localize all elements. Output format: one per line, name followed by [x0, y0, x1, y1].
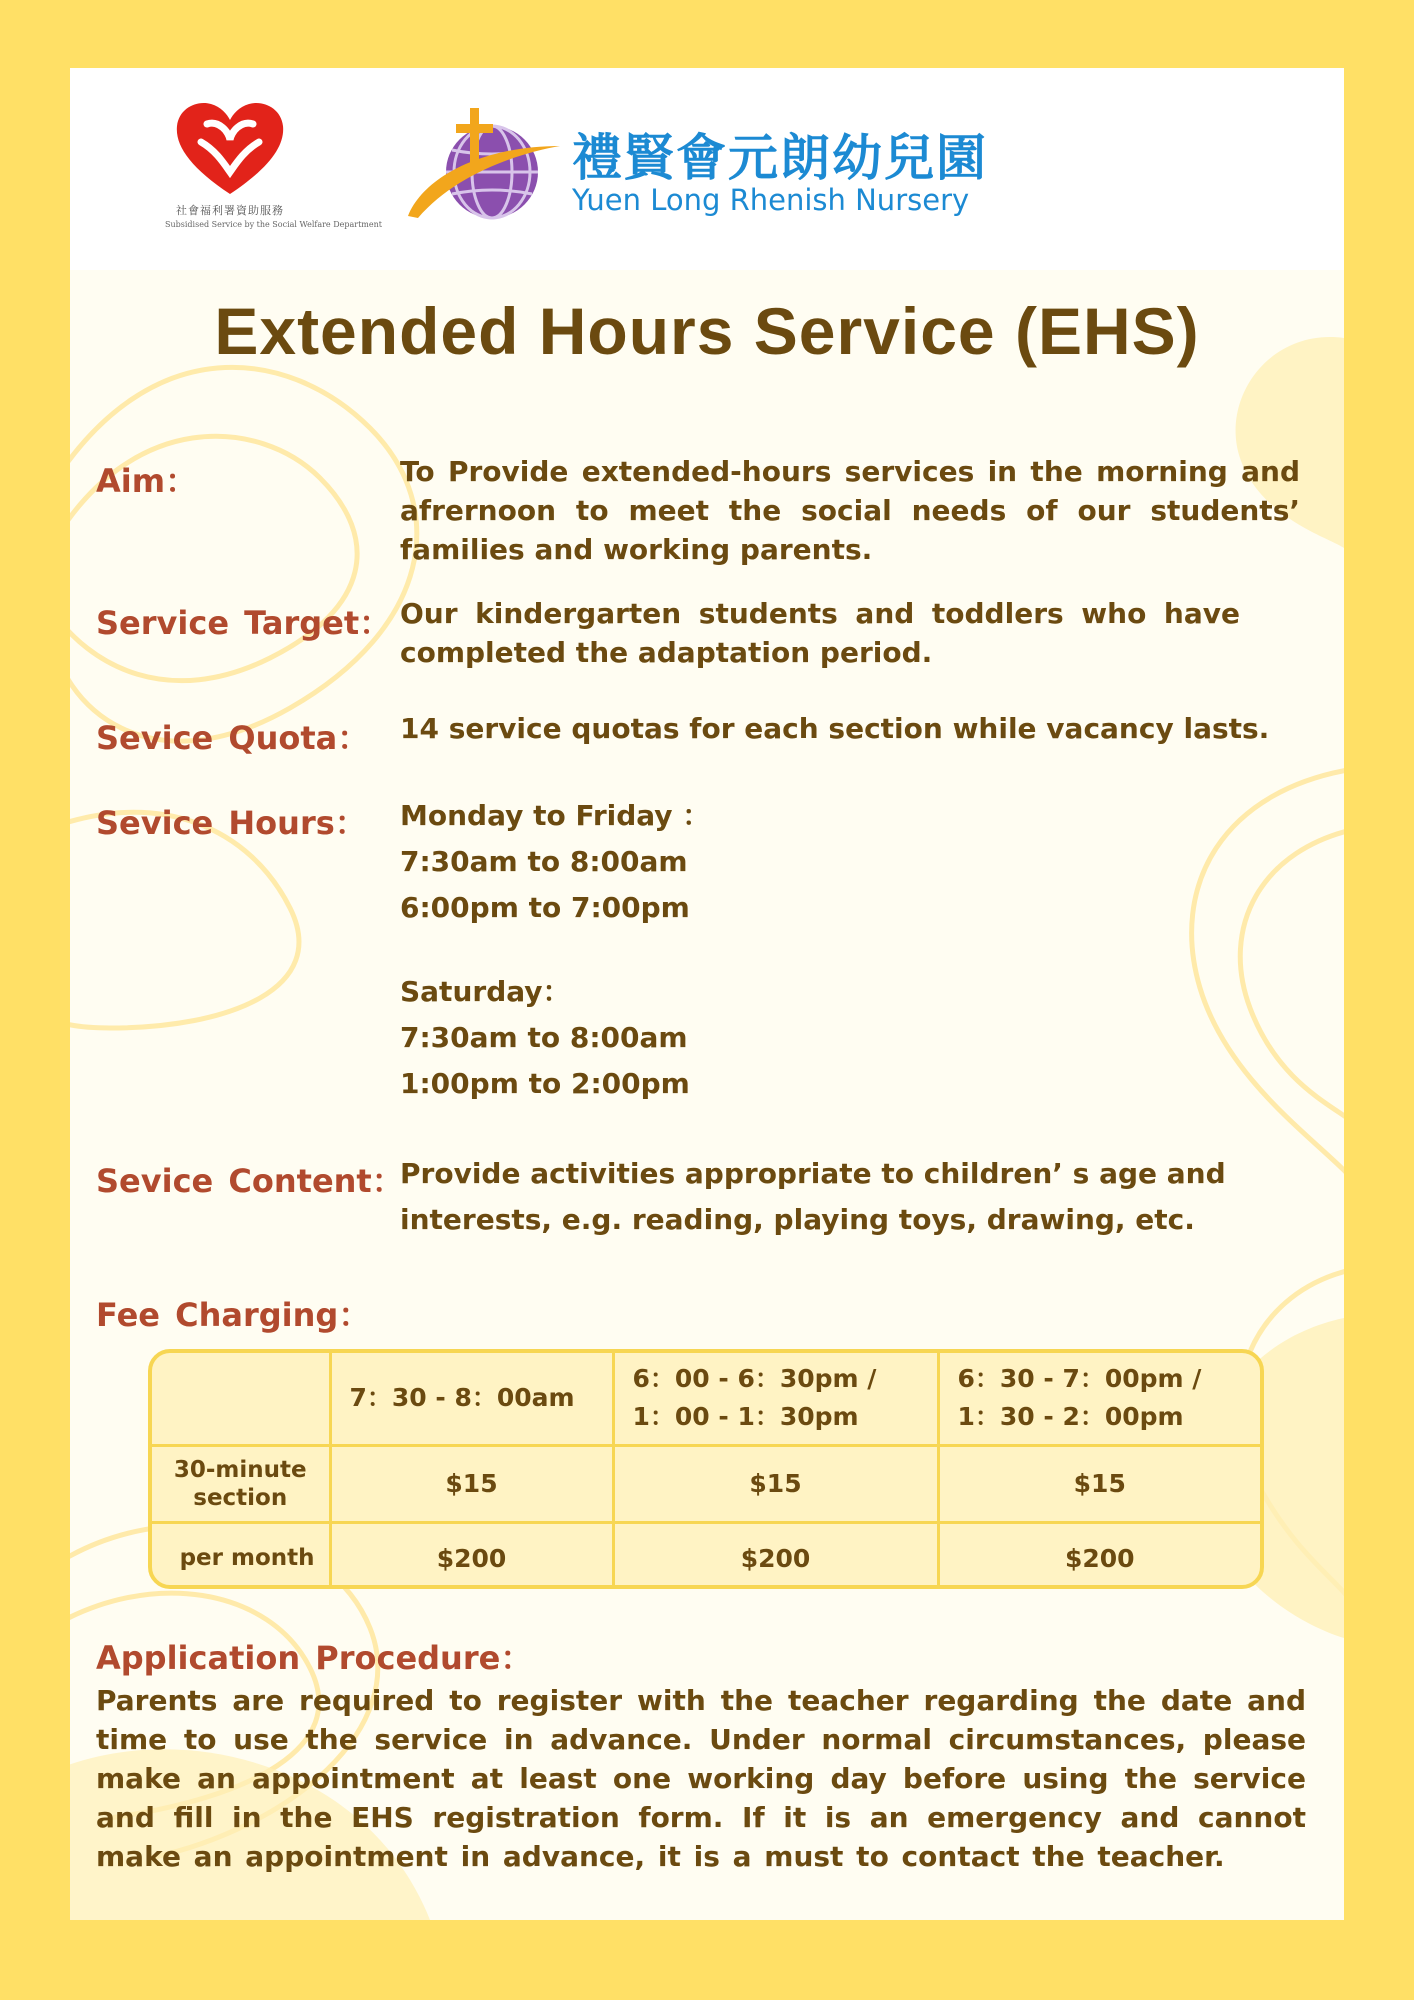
fee-header-empty	[152, 1353, 330, 1445]
school-name-chinese: 禮賢會元朗幼兒園	[572, 129, 988, 187]
fee-row-per-month	[152, 1522, 1260, 1589]
service-quota-label: Sevice Quota：	[96, 719, 370, 757]
application-procedure-text: Parents are required to register with the teacher regarding the date and time to use the service in advance. Under normal circumstances, please make an appointment at least one working day before using the service and fill in the EHS registration form. If it is an emergency and cannot make an appointment in advance, it is a must to contact the teacher.	[96, 1684, 1306, 1873]
service-hours-block	[400, 793, 710, 1107]
fee-row-label: 30-minute section	[152, 1445, 330, 1522]
swd-english-caption: Subsidised Service by the Social Welfare Department	[165, 220, 382, 229]
service-target-label: Service Target：	[96, 604, 392, 642]
heart-logo-icon	[171, 98, 289, 198]
swd-chinese-caption: 社會福利署資助服務	[176, 204, 284, 217]
fee-row-30-minute	[152, 1445, 1260, 1522]
service-content-text	[400, 1151, 1226, 1243]
service-quota-text: 14 service quotas for each section while vacancy lasts.	[400, 712, 1270, 745]
weekday-slot-2: 6:00pm to 7:00pm	[400, 891, 690, 924]
fee-header-col-3: 6：30 - 7：00pm / 1：30 - 2：00pm	[938, 1353, 1260, 1445]
service-content-line-2: interests, e.g. reading, playing toys, drawing, etc.	[400, 1203, 1195, 1236]
fee-cell: $15	[938, 1445, 1260, 1522]
application-procedure-label: Application Procedure：	[96, 1639, 533, 1677]
fee-cell: $15	[330, 1445, 613, 1522]
weekday-heading: Monday to Friday ：	[400, 799, 711, 832]
service-content-label: Sevice Content：	[96, 1162, 404, 1200]
fee-cell: $200	[613, 1522, 938, 1589]
fee-cell: $200	[330, 1522, 613, 1589]
saturday-heading: Saturday：	[400, 975, 571, 1008]
fee-table-header-row	[152, 1353, 1260, 1445]
school-name-english: Yuen Long Rhenish Nursery	[572, 183, 970, 217]
service-target-text: Our kindergarten students and toddlers who have completed the adaptation period.	[400, 597, 1240, 669]
globe-cross-logo-icon	[404, 106, 564, 226]
fee-header-col-2: 6：00 - 6：30pm / 1：00 - 1：30pm	[613, 1353, 938, 1445]
swd-logo	[165, 98, 382, 229]
service-content-line-1: Provide activities appropriate to children’ s age and	[400, 1157, 1226, 1190]
poster-frame	[70, 68, 1344, 1920]
fee-cell: $15	[613, 1445, 938, 1522]
fee-cell: $200	[938, 1522, 1260, 1589]
saturday-slot-1: 7:30am to 8:00am	[400, 1021, 688, 1054]
fee-header-col-1: 7：30 - 8：00am	[330, 1353, 613, 1445]
service-hours-label: Sevice Hours：	[96, 804, 367, 842]
saturday-slot-2: 1:00pm to 2:00pm	[400, 1067, 690, 1100]
fee-charging-label: Fee Charging：	[96, 1296, 371, 1334]
weekday-slot-1: 7:30am to 8:00am	[400, 845, 688, 878]
page-title: Extended Hours Service (EHS)	[214, 294, 1200, 368]
aim-text: To Provide extended-hours services in the morning and afrernoon to meet the social needs of our students’ families and working parents.	[400, 455, 1300, 566]
fee-table	[148, 1349, 1264, 1589]
fee-row-label: per month	[152, 1522, 330, 1589]
aim-label: Aim：	[96, 462, 198, 500]
